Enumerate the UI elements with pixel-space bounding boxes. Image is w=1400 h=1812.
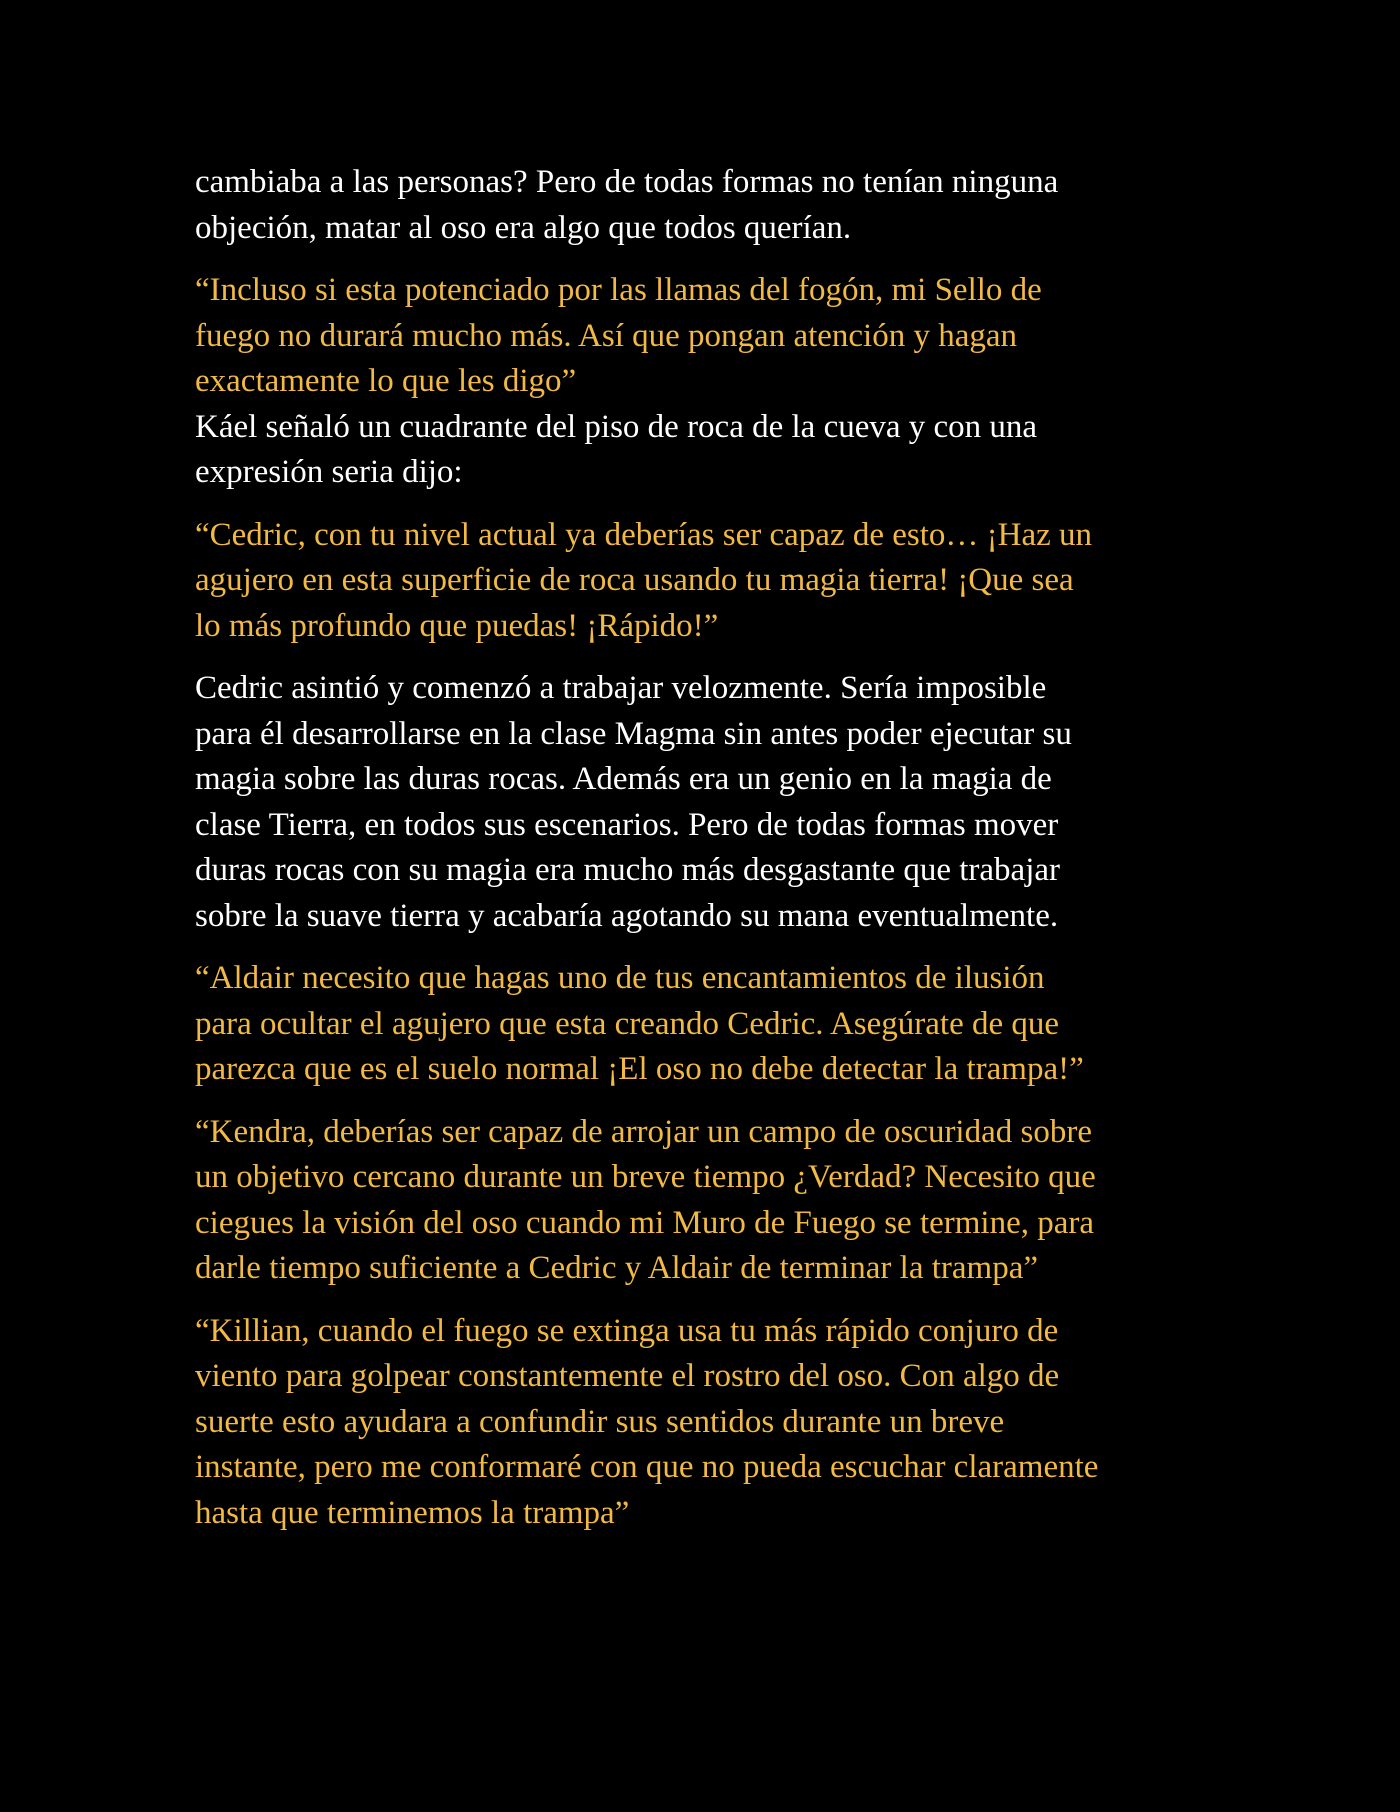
- paragraph-narration: Cedric asintió y comenzó a trabajar velozmente. Sería imposible para él desarrollarse en la clase Magma sin antes poder ejecutar su magia sobre las duras rocas. Además era un genio en la magia de clase Tierra, en todos sus escenarios. Pero de todas formas mover duras rocas con su magia era mucho más desgastante que trabajar sobre la suave tierra y acabaría agotando su mana eventualmente.: [195, 670, 1072, 934]
- paragraph-narration: cambiaba a las personas? Pero de todas formas no tenían ninguna objeción, matar al oso era algo que todos querían.: [195, 164, 1059, 246]
- paragraph-dialogue: “Kendra, deberías ser capaz de arrojar un campo de oscuridad sobre un objetivo cercano durante un breve tiempo ¿Verdad? Necesito que ciegues la visión del oso cuando mi Muro de Fuego se termine, para darle tiempo suficiente a Cedric y Aldair de terminar la trampa”: [195, 1113, 1096, 1286]
- paragraph-narration: Káel señaló un cuadrante del piso de roca de la cueva y con una expresión seria dijo:: [195, 408, 1038, 490]
- paragraph-dialogue: “Aldair necesito que hagas uno de tus encantamientos de ilusión para ocultar el agujero que esta creando Cedric. Asegúrate de que parezca que es el suelo normal ¡El oso no debe detectar la trampa!”: [195, 960, 1084, 1087]
- paragraph-dialogue: “Incluso si esta potenciado por las llamas del fogón, mi Sello de fuego no durará mucho más. Así que pongan atención y hagan exactamente lo que les digo”: [195, 272, 1042, 399]
- paragraph-dialogue: “Cedric, con tu nivel actual ya deberías ser capaz de esto… ¡Haz un agujero en esta superficie de roca usando tu magia tierra! ¡Que sea lo más profundo que puedas! ¡Rápido!”: [195, 516, 1093, 644]
- paragraph-dialogue: “Killian, cuando el fuego se extinga usa tu más rápido conjuro de viento para golpear constantemente el rostro del oso. Con algo de suerte esto ayudara a confundir sus sentidos durante un breve instante, pero me conformaré con que no pueda escuchar claramente hasta que terminemos la trampa”: [195, 1312, 1099, 1531]
- text-column: [195, 160, 1205, 1553]
